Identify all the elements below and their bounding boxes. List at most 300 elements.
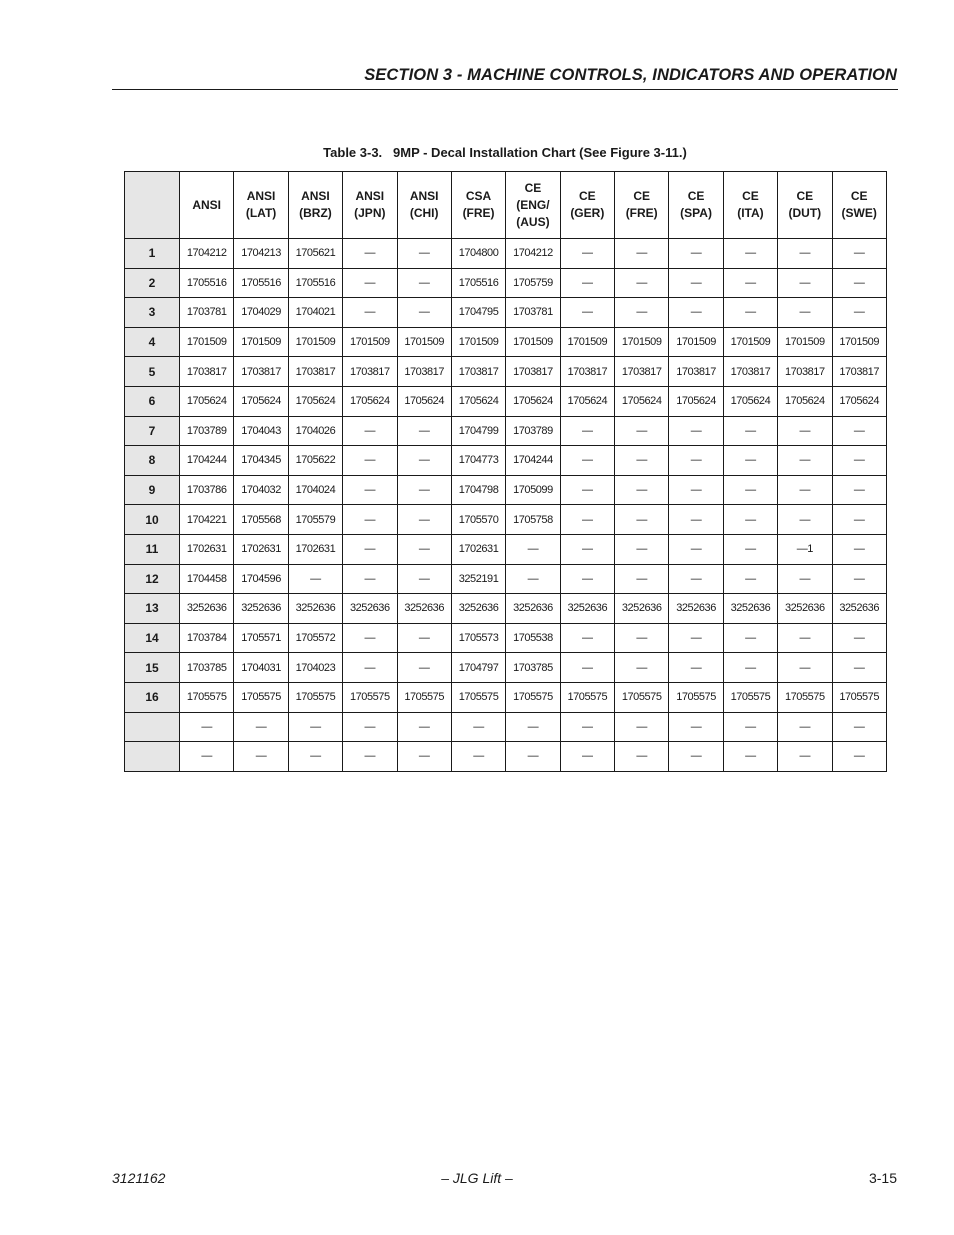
row-number: 8 xyxy=(125,446,180,476)
header-divider xyxy=(112,89,898,90)
decal-part-number: 1704797 xyxy=(451,653,505,683)
decal-part-number: — xyxy=(832,742,886,772)
decal-part-number: 1705573 xyxy=(451,623,505,653)
decal-part-number: — xyxy=(832,653,886,683)
decal-part-number: — xyxy=(397,475,451,505)
column-header-line: CE xyxy=(796,189,814,203)
decal-part-number: 1705575 xyxy=(723,682,777,712)
table-row xyxy=(125,239,887,269)
decal-part-number: 1702631 xyxy=(234,534,288,564)
decal-part-number: — xyxy=(778,712,832,742)
decal-part-number: — xyxy=(832,505,886,535)
column-header-line: CE xyxy=(850,189,868,203)
decal-part-number: 1705624 xyxy=(343,386,397,416)
table-row xyxy=(125,416,887,446)
decal-part-number: 1703817 xyxy=(615,357,669,387)
table-caption: Table 3-3. 9MP - Decal Installation Chart (See Figure 3-11.) xyxy=(323,145,687,160)
decal-part-number: — xyxy=(832,298,886,328)
decal-part-number: — xyxy=(343,239,397,269)
decal-part-number: — xyxy=(343,742,397,772)
table-row xyxy=(125,475,887,505)
decal-part-number: — xyxy=(397,742,451,772)
table-row xyxy=(125,505,887,535)
decal-part-number: — xyxy=(832,268,886,298)
decal-part-number: 1704345 xyxy=(234,446,288,476)
decal-part-number: — xyxy=(560,505,614,535)
decal-part-number: — xyxy=(669,564,723,594)
decal-part-number: — xyxy=(669,239,723,269)
column-header xyxy=(615,172,669,239)
table-row xyxy=(125,682,887,712)
decal-part-number: 1701509 xyxy=(669,327,723,357)
decal-part-number: — xyxy=(669,742,723,772)
page-number: 3-15 xyxy=(868,1170,897,1186)
decal-part-number: 1702631 xyxy=(180,534,234,564)
decal-part-number: 1705624 xyxy=(778,386,832,416)
decal-part-number: — xyxy=(615,416,669,446)
table-row xyxy=(125,594,887,624)
decal-part-number: — xyxy=(778,564,832,594)
decal-part-number: 1705575 xyxy=(343,682,397,712)
column-header-line: CE xyxy=(742,189,759,203)
decal-part-number: 1703817 xyxy=(180,357,234,387)
decal-part-number: — xyxy=(669,653,723,683)
row-number: 1 xyxy=(125,239,180,269)
decal-part-number: 3252636 xyxy=(397,594,451,624)
decal-part-number: — xyxy=(669,534,723,564)
decal-part-number: 1705575 xyxy=(288,682,342,712)
decal-part-number: 1701509 xyxy=(506,327,560,357)
decal-part-number: — xyxy=(723,416,777,446)
decal-part-number: — xyxy=(560,534,614,564)
decal-part-number: — xyxy=(615,239,669,269)
decal-part-number: — xyxy=(506,742,560,772)
decal-part-number: 1705758 xyxy=(506,505,560,535)
decal-part-number: 1704799 xyxy=(451,416,505,446)
decal-part-number: — xyxy=(723,712,777,742)
decal-part-number: 1705575 xyxy=(180,682,234,712)
decal-part-number: 1703785 xyxy=(180,653,234,683)
decal-part-number: — xyxy=(615,564,669,594)
row-number: 2 xyxy=(125,268,180,298)
decal-part-number: — xyxy=(180,712,234,742)
decal-part-number: — xyxy=(343,505,397,535)
decal-part-number: — xyxy=(343,653,397,683)
column-header-line: (BRZ) xyxy=(299,206,332,220)
decal-part-number: — xyxy=(832,623,886,653)
decal-part-number: 1705759 xyxy=(506,268,560,298)
decal-part-number: — xyxy=(397,505,451,535)
decal-part-number: — xyxy=(615,298,669,328)
decal-part-number: 1703781 xyxy=(506,298,560,328)
decal-part-number: 1705622 xyxy=(288,446,342,476)
row-number: 5 xyxy=(125,357,180,387)
decal-part-number: 1703785 xyxy=(506,653,560,683)
column-header xyxy=(832,172,886,239)
decal-part-number: — xyxy=(343,298,397,328)
decal-part-number: — xyxy=(832,416,886,446)
decal-part-number: — xyxy=(615,534,669,564)
table-row xyxy=(125,564,887,594)
decal-part-number: — xyxy=(778,446,832,476)
column-header-line: (FRE) xyxy=(462,206,495,220)
decal-part-number: 1705570 xyxy=(451,505,505,535)
decal-part-number: 1705568 xyxy=(234,505,288,535)
decal-part-number: — xyxy=(451,742,505,772)
decal-part-number: 3252636 xyxy=(723,594,777,624)
decal-part-number: 1705575 xyxy=(506,682,560,712)
decal-part-number: — xyxy=(560,268,614,298)
decal-part-number: 1701509 xyxy=(615,327,669,357)
decal-part-number: — xyxy=(723,446,777,476)
decal-part-number: 1703817 xyxy=(560,357,614,387)
decal-part-number: 1705624 xyxy=(669,386,723,416)
decal-part-number: 1704213 xyxy=(234,239,288,269)
table-row xyxy=(125,268,887,298)
decal-part-number: 1701509 xyxy=(832,327,886,357)
decal-part-number: — xyxy=(615,475,669,505)
row-number: 16 xyxy=(125,682,180,712)
table-row xyxy=(125,712,887,742)
decal-part-number: — xyxy=(723,239,777,269)
decal-part-number: 1703786 xyxy=(180,475,234,505)
decal-part-number: — xyxy=(506,712,560,742)
decal-part-number: 1703817 xyxy=(451,357,505,387)
decal-part-number: 1705624 xyxy=(180,386,234,416)
table-row xyxy=(125,327,887,357)
column-header-line: (ENG/ xyxy=(516,197,550,212)
decal-part-number: — xyxy=(560,416,614,446)
decal-part-number: — xyxy=(723,298,777,328)
decal-part-number: 1701509 xyxy=(397,327,451,357)
decal-part-number: — xyxy=(723,268,777,298)
column-header-line: (AUS) xyxy=(516,214,550,229)
column-header-line: ANSI xyxy=(355,189,385,203)
decal-part-number: 1704032 xyxy=(234,475,288,505)
decal-part-number: — xyxy=(778,623,832,653)
decal-part-number: 1704212 xyxy=(180,239,234,269)
decal-part-number: — xyxy=(180,742,234,772)
decal-part-number: 1705624 xyxy=(832,386,886,416)
decal-part-number: 1703789 xyxy=(180,416,234,446)
decal-part-number: — xyxy=(288,564,342,594)
row-number: 11 xyxy=(125,534,180,564)
decal-part-number: 1705575 xyxy=(451,682,505,712)
decal-part-number: 1703781 xyxy=(180,298,234,328)
decal-part-number: 3252636 xyxy=(615,594,669,624)
decal-part-number: 3252636 xyxy=(832,594,886,624)
decal-part-number: 1705571 xyxy=(234,623,288,653)
decal-part-number: — xyxy=(778,475,832,505)
row-number: 6 xyxy=(125,386,180,416)
table-row xyxy=(125,446,887,476)
decal-part-number: — xyxy=(451,712,505,742)
decal-part-number: — xyxy=(506,564,560,594)
decal-part-number: — xyxy=(832,475,886,505)
decal-part-number: 1703817 xyxy=(288,357,342,387)
decal-part-number: — xyxy=(397,416,451,446)
decal-part-number: 1705579 xyxy=(288,505,342,535)
column-header xyxy=(560,172,614,239)
decal-part-number: — xyxy=(234,742,288,772)
column-header xyxy=(778,172,832,239)
decal-part-number: 3252636 xyxy=(778,594,832,624)
decal-part-number: 1703817 xyxy=(343,357,397,387)
column-header-line: CSA xyxy=(465,189,492,203)
decal-part-number: 1701509 xyxy=(288,327,342,357)
decal-part-number: 1705516 xyxy=(451,268,505,298)
decal-part-number: 1705624 xyxy=(506,386,560,416)
decal-part-number: 1704212 xyxy=(506,239,560,269)
decal-part-number: — xyxy=(778,742,832,772)
decal-part-number: — xyxy=(832,446,886,476)
table-row xyxy=(125,623,887,653)
decal-part-number: — xyxy=(343,712,397,742)
decal-part-number: — xyxy=(615,268,669,298)
decal-part-number: 1704244 xyxy=(506,446,560,476)
decal-part-number: — xyxy=(778,505,832,535)
table-body xyxy=(125,239,887,772)
table-header-row xyxy=(125,172,887,239)
decal-part-number: 1704031 xyxy=(234,653,288,683)
row-number xyxy=(125,742,180,772)
column-header-line: (SWE) xyxy=(841,206,877,220)
decal-part-number: — xyxy=(723,505,777,535)
decal-part-number: 1703817 xyxy=(506,357,560,387)
decal-part-number: — xyxy=(669,475,723,505)
column-header-line: (GER) xyxy=(570,206,605,220)
decal-part-number: 3252636 xyxy=(560,594,614,624)
column-header-line: (FRE) xyxy=(625,206,658,220)
decal-part-number: — xyxy=(397,653,451,683)
decal-part-number: — xyxy=(615,505,669,535)
decal-part-number: — xyxy=(343,446,397,476)
decal-part-number: — xyxy=(397,712,451,742)
decal-part-number: — xyxy=(723,534,777,564)
decal-part-number: 1703784 xyxy=(180,623,234,653)
decal-part-number: 1704023 xyxy=(288,653,342,683)
column-header-line: CE xyxy=(578,189,596,203)
decal-part-number: 3252636 xyxy=(288,594,342,624)
decal-part-number: —1 xyxy=(778,534,832,564)
decal-part-number: 1703817 xyxy=(669,357,723,387)
decal-part-number: 1704029 xyxy=(234,298,288,328)
decal-part-number: 1705575 xyxy=(778,682,832,712)
decal-part-number: — xyxy=(723,623,777,653)
row-number: 13 xyxy=(125,594,180,624)
decal-part-number: — xyxy=(560,298,614,328)
decal-part-number: 3252636 xyxy=(234,594,288,624)
column-header-line: (DUT) xyxy=(788,206,822,220)
decal-part-number: — xyxy=(615,653,669,683)
decal-part-number: 3252636 xyxy=(451,594,505,624)
decal-part-number: — xyxy=(560,239,614,269)
decal-part-number: — xyxy=(615,712,669,742)
decal-part-number: — xyxy=(288,742,342,772)
decal-part-number: 1705575 xyxy=(560,682,614,712)
decal-part-number: — xyxy=(397,298,451,328)
decal-part-number: — xyxy=(832,534,886,564)
decal-part-number: 1704244 xyxy=(180,446,234,476)
decal-part-number: 1705624 xyxy=(723,386,777,416)
row-number: 7 xyxy=(125,416,180,446)
decal-part-number: — xyxy=(397,623,451,653)
decal-part-number: 1705575 xyxy=(832,682,886,712)
decal-part-number: 1704458 xyxy=(180,564,234,594)
column-header xyxy=(180,172,234,239)
decal-part-number: 1705624 xyxy=(560,386,614,416)
decal-part-number: 1702631 xyxy=(288,534,342,564)
row-number: 9 xyxy=(125,475,180,505)
decal-part-number: 1705538 xyxy=(506,623,560,653)
column-header-line: ANSI xyxy=(409,189,439,203)
decal-part-number: 1704043 xyxy=(234,416,288,446)
decal-part-number: 1705516 xyxy=(288,268,342,298)
decal-part-number: — xyxy=(560,742,614,772)
decal-part-number: — xyxy=(560,653,614,683)
decal-part-number: — xyxy=(669,268,723,298)
column-header-line: (LAT) xyxy=(245,206,277,220)
column-header xyxy=(451,172,505,239)
decal-part-number: — xyxy=(615,623,669,653)
decal-part-number: — xyxy=(615,742,669,772)
decal-part-number: — xyxy=(723,653,777,683)
decal-installation-table xyxy=(124,171,887,772)
decal-part-number: 1703817 xyxy=(832,357,886,387)
decal-part-number: 3252636 xyxy=(343,594,397,624)
decal-part-number: — xyxy=(560,564,614,594)
column-header xyxy=(723,172,777,239)
decal-part-number: 1705516 xyxy=(180,268,234,298)
decal-part-number: 1704773 xyxy=(451,446,505,476)
decal-part-number: 3252636 xyxy=(669,594,723,624)
decal-part-number: — xyxy=(560,475,614,505)
table-corner-cell xyxy=(125,172,180,239)
decal-part-number: — xyxy=(560,623,614,653)
column-header-line: (SPA) xyxy=(680,206,712,220)
decal-part-number: 1705575 xyxy=(234,682,288,712)
decal-part-number: — xyxy=(832,564,886,594)
decal-part-number: 1705624 xyxy=(288,386,342,416)
table-row xyxy=(125,357,887,387)
column-header-line: (CHI) xyxy=(409,206,439,220)
decal-part-number: — xyxy=(343,534,397,564)
decal-part-number: — xyxy=(343,623,397,653)
decal-part-number: 1704798 xyxy=(451,475,505,505)
decal-part-number: — xyxy=(560,446,614,476)
decal-part-number: 1704221 xyxy=(180,505,234,535)
decal-part-number: 1703817 xyxy=(723,357,777,387)
decal-part-number: — xyxy=(397,534,451,564)
decal-part-number: — xyxy=(723,742,777,772)
decal-part-number: — xyxy=(669,416,723,446)
decal-part-number: 1705575 xyxy=(615,682,669,712)
row-number: 3 xyxy=(125,298,180,328)
decal-part-number: — xyxy=(397,446,451,476)
decal-part-number: 3252636 xyxy=(180,594,234,624)
decal-part-number: — xyxy=(778,268,832,298)
column-header-line: CE xyxy=(687,189,705,203)
row-number xyxy=(125,712,180,742)
table-row xyxy=(125,742,887,772)
column-header xyxy=(669,172,723,239)
section-title: SECTION 3 - MACHINE CONTROLS, INDICATORS AND OPERATION xyxy=(364,66,897,84)
row-number: 14 xyxy=(125,623,180,653)
decal-part-number: — xyxy=(506,534,560,564)
column-header xyxy=(343,172,397,239)
column-header-line: (JPN) xyxy=(354,206,386,220)
decal-part-number: 1701509 xyxy=(180,327,234,357)
decal-part-number: 1703817 xyxy=(778,357,832,387)
decal-part-number: 1703817 xyxy=(397,357,451,387)
decal-part-number: 1705624 xyxy=(615,386,669,416)
decal-part-number: — xyxy=(669,446,723,476)
decal-part-number: 3252191 xyxy=(451,564,505,594)
decal-part-number: — xyxy=(560,712,614,742)
table-row xyxy=(125,534,887,564)
decal-part-number: 1705624 xyxy=(234,386,288,416)
row-number: 4 xyxy=(125,327,180,357)
decal-part-number: 1701509 xyxy=(234,327,288,357)
decal-part-number: — xyxy=(397,564,451,594)
decal-part-number: — xyxy=(669,712,723,742)
decal-part-number: — xyxy=(669,505,723,535)
column-header-line: CE xyxy=(633,189,651,203)
decal-part-number: — xyxy=(397,239,451,269)
decal-part-number: 1705624 xyxy=(397,386,451,416)
decal-part-number: 1701509 xyxy=(778,327,832,357)
decal-part-number: — xyxy=(723,564,777,594)
decal-part-number: — xyxy=(288,712,342,742)
decal-part-number: — xyxy=(778,298,832,328)
table-row xyxy=(125,386,887,416)
decal-part-number: 1705516 xyxy=(234,268,288,298)
row-number: 15 xyxy=(125,653,180,683)
row-number: 12 xyxy=(125,564,180,594)
document-number: 3121162 xyxy=(112,1170,166,1186)
decal-part-number: — xyxy=(778,416,832,446)
decal-part-number: 1705099 xyxy=(506,475,560,505)
decal-part-number: — xyxy=(343,564,397,594)
decal-part-number: — xyxy=(615,446,669,476)
column-header-line: CE xyxy=(524,180,542,195)
decal-part-number: 1705572 xyxy=(288,623,342,653)
decal-part-number: — xyxy=(832,712,886,742)
column-header-line: ANSI xyxy=(301,189,330,203)
decal-part-number: 1701509 xyxy=(451,327,505,357)
decal-part-number: — xyxy=(397,268,451,298)
decal-part-number: — xyxy=(343,475,397,505)
decal-part-number: 1704021 xyxy=(288,298,342,328)
decal-part-number: 1705621 xyxy=(288,239,342,269)
decal-part-number: 3252636 xyxy=(506,594,560,624)
decal-part-number: 1704024 xyxy=(288,475,342,505)
decal-part-number: 1701509 xyxy=(343,327,397,357)
table-row xyxy=(125,653,887,683)
column-header-line: ANSI xyxy=(246,189,276,203)
decal-part-number: 1702631 xyxy=(451,534,505,564)
decal-part-number: — xyxy=(234,712,288,742)
row-number: 10 xyxy=(125,505,180,535)
decal-part-number: — xyxy=(832,239,886,269)
decal-part-number: 1705575 xyxy=(669,682,723,712)
decal-part-number: — xyxy=(778,239,832,269)
decal-part-number: 1705624 xyxy=(451,386,505,416)
decal-part-number: 1704800 xyxy=(451,239,505,269)
decal-part-number: — xyxy=(669,623,723,653)
decal-part-number: 1704795 xyxy=(451,298,505,328)
decal-part-number: 1704026 xyxy=(288,416,342,446)
